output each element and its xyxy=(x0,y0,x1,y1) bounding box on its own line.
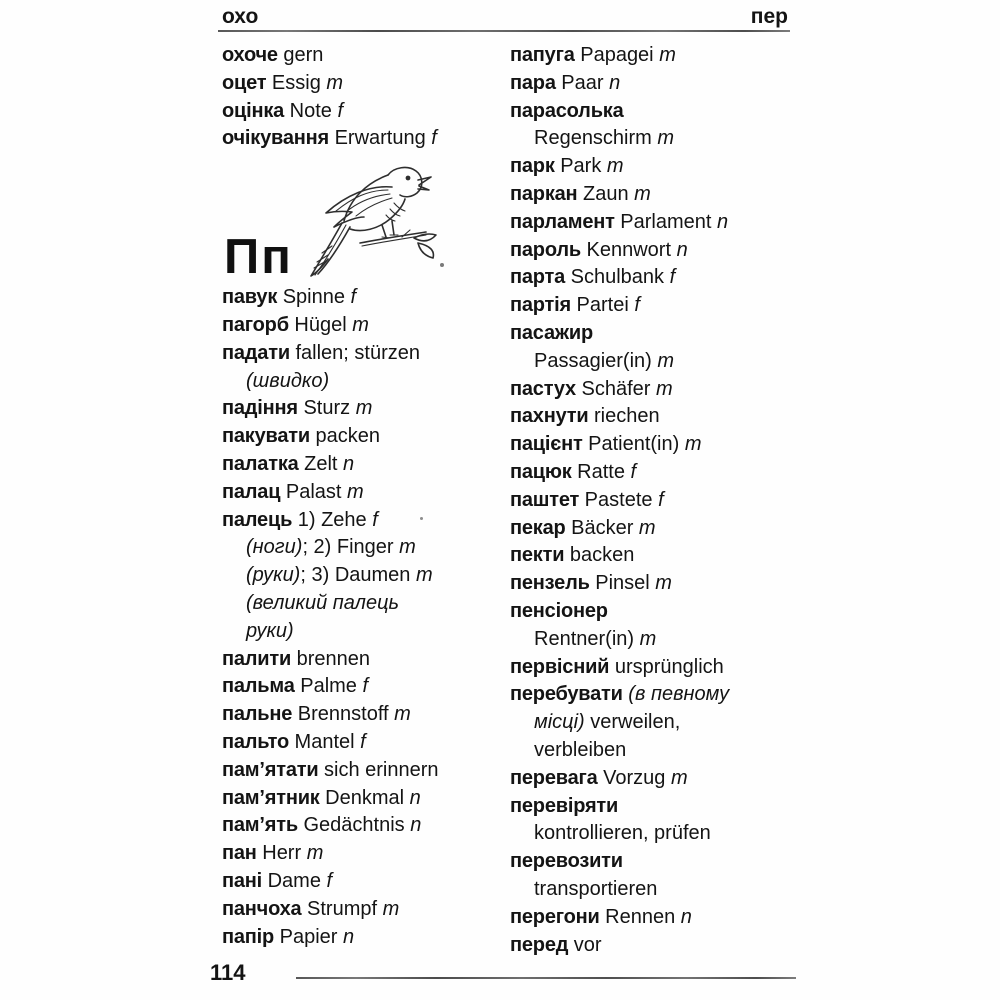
entry-translation: Denkmal xyxy=(319,786,405,809)
entry-gender: n xyxy=(337,452,355,475)
dictionary-entry xyxy=(222,646,514,674)
entry-headword: папуга xyxy=(510,44,575,66)
header-rule xyxy=(218,30,790,32)
dictionary-entry xyxy=(510,431,810,459)
dictionary-entry xyxy=(222,896,514,924)
dictionary-entry xyxy=(510,598,810,654)
entry-translation: 1) Zehe xyxy=(292,508,367,531)
dictionary-entry xyxy=(510,70,810,98)
running-head-right: пер xyxy=(750,5,788,28)
left-column xyxy=(222,42,514,951)
entry-headword: пам’ятати xyxy=(222,758,319,781)
entry-translation: Parlament xyxy=(614,210,712,233)
entry-note: (великий палець xyxy=(246,591,400,614)
entry-note: руки) xyxy=(246,619,294,642)
entry-translation: ursprünglich xyxy=(609,655,724,678)
entry-headword: паштет xyxy=(510,488,580,511)
dictionary-entry xyxy=(222,312,514,340)
entry-headword: пацюк xyxy=(510,460,572,483)
bird-on-branch-icon xyxy=(302,159,444,283)
dictionary-entry xyxy=(222,924,514,952)
entry-translation: Patient(in) xyxy=(582,433,680,456)
entry-translation: backen xyxy=(564,544,635,567)
entry-headword: перевозити xyxy=(510,850,623,873)
entry-headword: перевіряти xyxy=(510,794,619,817)
entry-headword: палац xyxy=(222,480,281,503)
entry-translation: Dame xyxy=(262,869,321,892)
entry-headword: парламент xyxy=(510,210,615,233)
entry-translation: Hügel xyxy=(288,313,347,336)
entry-gender: f xyxy=(331,99,344,122)
dictionary-entry xyxy=(222,701,514,729)
page-number: 114 xyxy=(210,960,246,985)
dictionary-entry xyxy=(510,181,810,209)
entry-headword: пароль xyxy=(510,238,581,261)
entry-gender: m xyxy=(393,536,416,559)
entry-note: (в певному xyxy=(622,683,730,706)
entry-note: місці) xyxy=(534,711,585,734)
dictionary-entry xyxy=(222,70,514,98)
dictionary-entry xyxy=(510,153,810,181)
entry-gender: f xyxy=(366,508,378,531)
dictionary-entry xyxy=(222,507,514,646)
entry-headword: парта xyxy=(510,266,566,289)
dictionary-entry xyxy=(510,320,810,376)
entry-headword: пан xyxy=(222,842,257,865)
dictionary-entry xyxy=(222,840,514,868)
dictionary-entry xyxy=(510,98,810,154)
dictionary-entry xyxy=(510,376,810,404)
entry-headword: очікування xyxy=(222,127,330,150)
entry-gender: m xyxy=(388,703,411,726)
entry-translation: Partei xyxy=(570,294,629,317)
entry-gender: f xyxy=(344,286,357,309)
dictionary-entry xyxy=(222,451,514,479)
entry-gender: m xyxy=(320,71,344,94)
running-header xyxy=(222,4,788,30)
entry-headword: перевага xyxy=(510,766,598,789)
entry-translation: Papagei xyxy=(574,44,654,66)
entry-headword: охоче xyxy=(222,44,278,66)
entry-translation: Schäfer xyxy=(575,377,651,400)
entry-headword: папір xyxy=(222,925,275,948)
entry-headword: перебувати xyxy=(510,683,623,706)
entry-translation: Strumpf xyxy=(301,897,378,920)
entry-gender: n xyxy=(711,210,729,233)
entry-gender: n xyxy=(404,814,422,837)
entry-headword: пакувати xyxy=(222,425,310,448)
dictionary-entry xyxy=(510,793,810,849)
entry-headword: пара xyxy=(510,71,556,94)
entry-headword: падати xyxy=(222,341,290,364)
entry-headword: парасолька xyxy=(510,99,624,122)
dictionary-entry xyxy=(222,42,514,70)
entry-translation: Spinne xyxy=(277,286,345,309)
entry-headword: оцет xyxy=(222,71,267,94)
dictionary-entry xyxy=(510,487,810,515)
entry-gender: n xyxy=(337,925,355,948)
entry-headword: палити xyxy=(222,647,292,670)
entry-headword: пензель xyxy=(510,572,590,595)
entry-translation: Rennen xyxy=(599,905,676,928)
entry-translation: brennen xyxy=(291,647,371,670)
entry-translation: Palast xyxy=(280,480,342,503)
entry-headword: паркан xyxy=(510,182,578,205)
entry-translation: Mantel xyxy=(289,730,355,753)
entry-translation: Schulbank xyxy=(565,266,665,289)
entry-gender: f xyxy=(356,675,369,698)
entry-translation: Ratte xyxy=(571,460,625,483)
entry-headword: парк xyxy=(510,155,555,178)
entry-headword: перед xyxy=(510,933,569,956)
entry-translation: Palme xyxy=(294,675,357,698)
entry-gender: m xyxy=(649,572,672,595)
entry-translation: packen xyxy=(309,425,381,448)
entry-translation: Park xyxy=(554,155,602,178)
entry-gender: m xyxy=(628,182,651,205)
entry-translation: Papier xyxy=(274,925,338,948)
entry-headword: партія xyxy=(510,294,571,317)
entry-gender: m xyxy=(651,349,675,372)
entry-headword: пекар xyxy=(510,516,566,539)
entry-translation: Essig xyxy=(266,71,321,94)
entry-gender: m xyxy=(665,766,688,789)
entry-translation: ; 3) Daumen xyxy=(300,564,411,587)
entry-headword: пасажир xyxy=(510,321,593,344)
entry-gender: n xyxy=(671,238,688,261)
entry-headword: пагорб xyxy=(222,313,289,336)
entry-translation: Note xyxy=(284,99,332,122)
entry-translation: Pastete xyxy=(579,488,653,511)
entry-headword: падіння xyxy=(222,397,298,420)
dictionary-entry xyxy=(222,757,514,785)
entry-translation: Erwartung xyxy=(329,127,426,150)
entry-gender: m xyxy=(601,155,624,178)
dictionary-entry xyxy=(510,264,810,292)
entry-headword: павук xyxy=(222,286,278,309)
entry-headword: пацієнт xyxy=(510,433,583,456)
dictionary-entry xyxy=(510,542,810,570)
dictionary-entry xyxy=(510,292,810,320)
dictionary-entry xyxy=(222,284,514,312)
dictionary-entry xyxy=(222,868,514,896)
dictionary-entry xyxy=(222,423,514,451)
dictionary-entry xyxy=(510,848,810,904)
entry-gender: f xyxy=(624,460,637,483)
entry-translation: Passagier(in) xyxy=(534,349,652,372)
dictionary-entry xyxy=(222,673,514,701)
entry-gender: f xyxy=(652,488,664,511)
dictionary-entry xyxy=(510,932,810,960)
entry-headword: пам’ять xyxy=(222,814,298,837)
entry-gender: f xyxy=(664,266,676,289)
entry-headword: палатка xyxy=(222,452,299,475)
entry-translation: verbleiben xyxy=(534,738,627,761)
entry-translation: Paar xyxy=(555,71,604,94)
entry-gender: m xyxy=(410,564,433,587)
entry-headword: пальто xyxy=(222,730,289,753)
entry-gender: f xyxy=(628,294,640,317)
entry-translation: riechen xyxy=(588,405,660,428)
entry-translation: Vorzug xyxy=(597,766,666,789)
dictionary-entry xyxy=(510,515,810,543)
entry-translation: gern xyxy=(277,44,324,66)
left-column-entries-bottom xyxy=(222,284,514,951)
section-p-block xyxy=(222,153,514,284)
entry-translation: kontrollieren, prüfen xyxy=(534,822,711,845)
entry-gender: m xyxy=(679,433,702,456)
dictionary-entry xyxy=(222,98,514,126)
entry-headword: пані xyxy=(222,869,263,892)
section-letter-heading: Пп xyxy=(224,230,293,285)
entry-headword: перегони xyxy=(510,905,600,928)
entry-translation: Pinsel xyxy=(589,572,650,595)
dictionary-entry xyxy=(510,904,810,932)
entry-headword: пекти xyxy=(510,544,565,567)
dictionary-entry xyxy=(510,237,810,265)
dictionary-entry xyxy=(510,403,810,431)
dictionary-entry xyxy=(510,42,810,70)
dictionary-entry xyxy=(510,570,810,598)
dictionary-entry xyxy=(510,765,810,793)
entry-translation: vor xyxy=(568,933,602,956)
entry-gender: m xyxy=(377,897,400,920)
entry-note: (ноги) xyxy=(246,536,303,559)
entry-headword: оцінка xyxy=(222,99,285,122)
dictionary-entry xyxy=(222,785,514,813)
entry-gender: n xyxy=(404,786,421,809)
entry-gender: m xyxy=(350,397,373,420)
entry-translation: Sturz xyxy=(297,397,351,420)
entry-headword: пахнути xyxy=(510,405,589,428)
dictionary-entry xyxy=(510,681,810,764)
dictionary-entry xyxy=(510,654,810,682)
entry-translation: Brennstoff xyxy=(292,703,389,726)
scan-speck xyxy=(420,517,423,520)
entry-headword: пальма xyxy=(222,675,295,698)
entry-translation: Regenschirm xyxy=(534,127,652,150)
entry-gender: m xyxy=(633,516,656,539)
dictionary-entry xyxy=(510,459,810,487)
entry-translation: ; 2) Finger xyxy=(302,536,394,559)
scan-speck xyxy=(440,263,444,267)
dictionary-entry xyxy=(222,812,514,840)
entry-gender: n xyxy=(675,905,692,928)
entry-headword: пам’ятник xyxy=(222,786,320,809)
entry-translation: transportieren xyxy=(534,877,658,900)
entry-gender: n xyxy=(603,71,621,94)
entry-gender: m xyxy=(301,842,324,865)
entry-headword: панчоха xyxy=(222,897,302,920)
entry-gender: m xyxy=(651,127,675,150)
entry-gender: f xyxy=(425,127,437,150)
entry-headword: палець xyxy=(222,508,293,531)
entry-note: (руки) xyxy=(246,564,301,587)
entry-headword: первісний xyxy=(510,655,610,678)
entry-translation: Bäcker xyxy=(565,516,634,539)
entry-note: (швидко) xyxy=(246,369,330,392)
entry-gender: f xyxy=(320,869,333,892)
entry-headword: пастух xyxy=(510,377,576,400)
running-head-left: охо xyxy=(222,5,259,28)
dictionary-entry xyxy=(222,125,514,153)
entry-translation: sich erinnern xyxy=(318,758,439,781)
entry-translation: Herr xyxy=(256,842,302,865)
dictionary-entry xyxy=(510,209,810,237)
dictionary-entry xyxy=(222,479,514,507)
dictionary-entry xyxy=(222,340,514,396)
entry-translation: fallen; stürzen xyxy=(289,341,420,364)
entry-gender: f xyxy=(354,730,366,753)
entry-translation: verweilen, xyxy=(584,711,681,734)
entry-gender: m xyxy=(341,480,364,503)
dictionary-entry xyxy=(222,395,514,423)
footer-rule xyxy=(296,977,796,979)
entry-gender: m xyxy=(346,313,369,336)
dictionary-entry xyxy=(222,729,514,757)
entry-gender: m xyxy=(653,44,676,66)
entry-gender: m xyxy=(634,627,657,650)
entry-translation: Kennwort xyxy=(580,238,672,261)
entry-translation: Zaun xyxy=(577,182,629,205)
entry-translation: Rentner(in) xyxy=(534,627,635,650)
entry-headword: пальне xyxy=(222,703,293,726)
entry-gender: m xyxy=(650,377,673,400)
entry-translation: Zelt xyxy=(298,452,338,475)
entry-headword: пенсіонер xyxy=(510,599,608,622)
right-column xyxy=(510,42,810,959)
entry-translation: Gedächtnis xyxy=(297,814,405,837)
left-column-entries-top xyxy=(222,42,514,153)
